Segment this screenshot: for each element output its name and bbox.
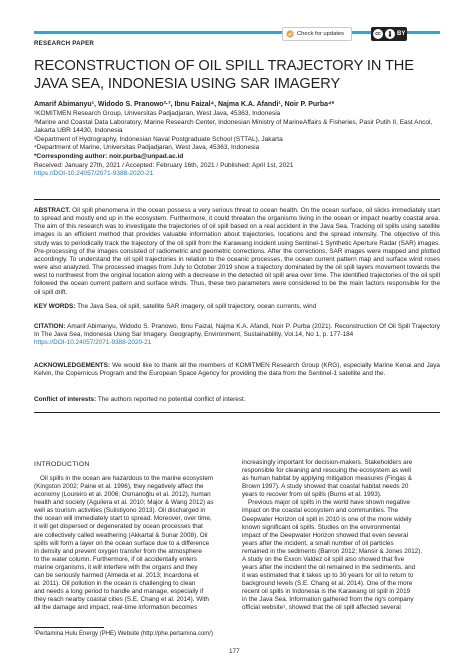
affiliation-1: ¹KOMITMEN Research Group, Universitas Padjadjaran, West Java, 45363, Indonesia bbox=[34, 110, 281, 117]
affiliation-4: ⁴Department of Marine, Universitas Padjadjaran, West Java, 45363, Indonesia bbox=[34, 144, 260, 152]
intro-right-line: impact of the Deepwater Horizon showed that even several bbox=[242, 531, 409, 539]
intro-right-line: impact on the coastal ecosystem and communities. The bbox=[242, 507, 399, 515]
intro-left-line: to the water column. Furthermore, if oil accidentally enters bbox=[34, 555, 197, 563]
intro-right-line: as human habitat by applying mitigation measures (Fingas & bbox=[242, 475, 412, 483]
license-by-label: BY bbox=[397, 31, 406, 37]
intro-right-line: responsible for cleaning and rescuing the ecosystem as well bbox=[242, 467, 411, 475]
refresh-badge-icon bbox=[286, 30, 294, 38]
conflict-label: Conflict of interests: bbox=[34, 396, 97, 403]
intro-right-line: years after the incident the oil remained in the sediments, and bbox=[242, 564, 416, 572]
citation-paragraph bbox=[34, 323, 440, 347]
citation-doi-link[interactable]: https://DOI-10.24057/2071-9388-2020-21 bbox=[34, 339, 152, 347]
intro-left-line: al. 2011). Oil pollution in the ocean is challenging to clean bbox=[34, 580, 196, 588]
intro-left-line: it will get dispersed or degenerated by ocean processes that bbox=[34, 523, 203, 531]
intro-right-line: it was estimated that it takes up to 30 years for oil to return to bbox=[242, 572, 414, 580]
acknowledgements-label: ACKNOWLEDGEMENTS: bbox=[34, 362, 110, 369]
acknowledgements-paragraph bbox=[34, 362, 440, 378]
intro-right-line: remained in the sediments (Barron 2012; Mansir & Jones 2012). bbox=[242, 547, 423, 555]
intro-right-line: years after the incident, a small number of oil particles bbox=[242, 539, 394, 547]
affiliations-block bbox=[34, 110, 444, 179]
intro-left-line: all the damage and impact, real-time information becomes bbox=[34, 604, 198, 612]
citation-label: CITATION: bbox=[34, 323, 66, 330]
attribution-person-icon bbox=[385, 29, 395, 39]
acknowledgements-text: We would like to thank all the members of KOMITMEN Research Group (KRG), especially Marine Kenai and Jaya Kelvin, the Copernicus Program and the European Space Agency for providing the data from the Sentinel-1 satellite and the. bbox=[34, 362, 440, 378]
publication-dates: Received: January 27th, 2021 / Accepted: February 16th, 2021 / Published: April 1st, 2021 bbox=[34, 161, 294, 169]
intro-right-line: in the Java Sea. Information gathered from the rig's company bbox=[242, 596, 414, 604]
keywords-text: The Java Sea, oil spill, satellite SAR imagery, oil spill trajectory, ocean currents, wind bbox=[77, 303, 317, 310]
check-for-updates-label: Check for updates bbox=[297, 31, 345, 37]
intro-left-line: they reach nearby coastal cities (S.E. Chang et al. 2014). With bbox=[34, 596, 209, 604]
intro-right-line: official website¹, showed that the oil spill affected several bbox=[242, 604, 401, 612]
keywords-paragraph bbox=[34, 303, 440, 311]
page-number: 177 bbox=[229, 648, 240, 655]
keywords-label: KEY WORDS: bbox=[34, 303, 76, 310]
intro-left-line: can be seriously harmed (Almeda et al. 2013; Incardona et bbox=[34, 571, 199, 579]
intro-right-column bbox=[242, 459, 440, 612]
doi-link[interactable]: https://DOI-10.24057/2071-9388-2020-21 bbox=[34, 170, 154, 178]
intro-left-line: spills will form a layer on the ocean surface due to a difference bbox=[34, 539, 210, 547]
abstract-text: Oil spill phenomena in the ocean possess a very serious threat to ocean health. On the ocean surface, oil slicks immediately start to spread and mostly end up in the ecosystem. Furthermore, it could threaten the organisms living in the ocean or impact nearby coastal area. The aim of this research was to investigate the trajectories of oil spill based on a real accident in the Java Sea. Tracking oil spills using satellite images is an efficient method that provides valuable information about trajectories, locations and the spread intensity. The objective of this study was to periodically track the trajectory of the oil spill from the Karawang incident using Sentinel-1 Synthetic Aperture Radar (SAR) images. Pre-processing of the images consisted of radiometric and geometric corrections. After the corrections, SAR images were mapped and plotted accordingly. To understand the oil spill trajectories in relation to the oceanic processes, the ocean current pattern map and surface wind roses were also analyzed. The processed images from July to October 2019 show a trajectory dominated by the oil spill layers movement towards the west to northwest from the original location along with a decrease in the detected oil spill area over time. The identified trajectories of the oil spill followed the ocean current pattern and surface winds. Thus, these two parameters were considered to be the main factors responsible for the oil spill drift. bbox=[34, 207, 440, 296]
affiliation-3: ³Department of Hydrography, Indonesian Naval Postgraduate School (STTAL), Jakarta bbox=[34, 135, 283, 143]
intro-left-line: marine organisms, it will interfere with the organs and they bbox=[34, 563, 198, 571]
intro-right-line: years to recover from oil spills (Burns et al. 1993). bbox=[242, 491, 382, 499]
introduction-heading: INTRODUCTION bbox=[34, 461, 90, 468]
paper-title: RECONSTRUCTION OF OIL SPILL TRAJECTORY IN THE JAVA SEA, INDONESIA USING SAR IMAGERY bbox=[34, 58, 414, 92]
intro-left-line: health and society (Aguilera et al. 2010; Major & Wang 2012) as bbox=[34, 499, 214, 507]
intro-left-line: (Kingston 2002; Paine et al. 1996), they negatively affect the bbox=[34, 483, 204, 491]
intro-right-line: increasingly important for decision-makers. Stakeholders are bbox=[242, 459, 413, 466]
affiliation-2: ²Marine and Coastal Data Laboratory, Marine Research Center, Indonesian Ministry of MarineAffairs & Fisheries, Pasir Putih II, East Ancol, Jakarta UBR 14430, Indonesia bbox=[34, 118, 433, 135]
article-type-label: RESEARCH PAPER bbox=[34, 40, 95, 47]
conflict-text: The authors reported no potential conflict of interest. bbox=[97, 396, 246, 403]
footnote-rule bbox=[34, 627, 104, 628]
abstract-paragraph bbox=[34, 207, 440, 297]
footnote: ¹Pertamina Hulu Energy (PHE) Website (http://phe.pertamina.com/) bbox=[34, 631, 213, 637]
intro-right-line: recent oil spills in Indonesia is the Karawang oil spill in 2019 bbox=[242, 588, 411, 596]
intro-right-line: Deepwater Horizon oil spill in 2010 is one of the more widely bbox=[242, 515, 412, 523]
intro-right-line: Previous major oil spills in the world have shown negative bbox=[248, 499, 410, 507]
intro-left-line: the ocean will immediately start to spread. Moreover, over time, bbox=[34, 515, 212, 523]
intro-left-line: in density and prevent oxygen transfer from the atmosphere bbox=[34, 547, 202, 555]
intro-left-line: are collectively called weathering (Akkartal & Sunar 2008). Oil bbox=[34, 531, 208, 539]
intro-left-line: and needs a long period to handle and manage, especially if bbox=[34, 588, 204, 596]
creative-commons-icon: cc bbox=[373, 29, 383, 39]
citation-text: Amarif Abimanyu, Widodo S. Pranowo, Ibnu Faizal, Najma K.A. Afandi, Noir P. Purba (2021). Reconstruction Of Oil Spill Trajectory In The Java Sea, Indonesia Using Sar Imagery. Geography, Environment, Sustainability, Vol.14, No 1, p. 177-184 bbox=[34, 323, 440, 339]
separator-rule bbox=[34, 199, 440, 200]
intro-right-line: A study on the Exxon Valdez oil spill also showed that five bbox=[242, 555, 405, 563]
intro-right-line: known significant oil spills. Studies on the environmental bbox=[242, 523, 400, 531]
intro-right-line: background levels (S.E. Chang et al. 2014). One of the more bbox=[242, 580, 413, 588]
intro-left-line: Oil spills in the ocean are hazardous to the marine ecosystem bbox=[40, 475, 214, 482]
abstract-label: ABSTRACT. bbox=[34, 207, 71, 214]
author-list: Amarif Abimanyu¹, Widodo S. Pranowo²·³, Ibnu Faizal⁴, Najma K.A. Afandi¹, Noir P. Purba⁴* bbox=[34, 101, 335, 108]
check-for-updates-button[interactable] bbox=[282, 27, 352, 41]
intro-left-line: well as tourism activities (Sulistiyono 2013). Oil discharged in bbox=[34, 507, 206, 515]
intro-right-line: Brown 1997). A study showed that coastal habitat needs 20 bbox=[242, 483, 409, 491]
cc-by-license-badge[interactable] bbox=[371, 27, 407, 41]
corresponding-author: *Corresponding author: noir.purba@unpad.ac.id bbox=[34, 152, 184, 160]
intro-left-line: economy (Loureiro et al. 2006; Osmanoğlu et al. 2012), human bbox=[34, 491, 211, 499]
intro-left-column bbox=[34, 475, 232, 612]
conflict-paragraph bbox=[34, 396, 440, 404]
separator-rule-2 bbox=[34, 412, 440, 413]
